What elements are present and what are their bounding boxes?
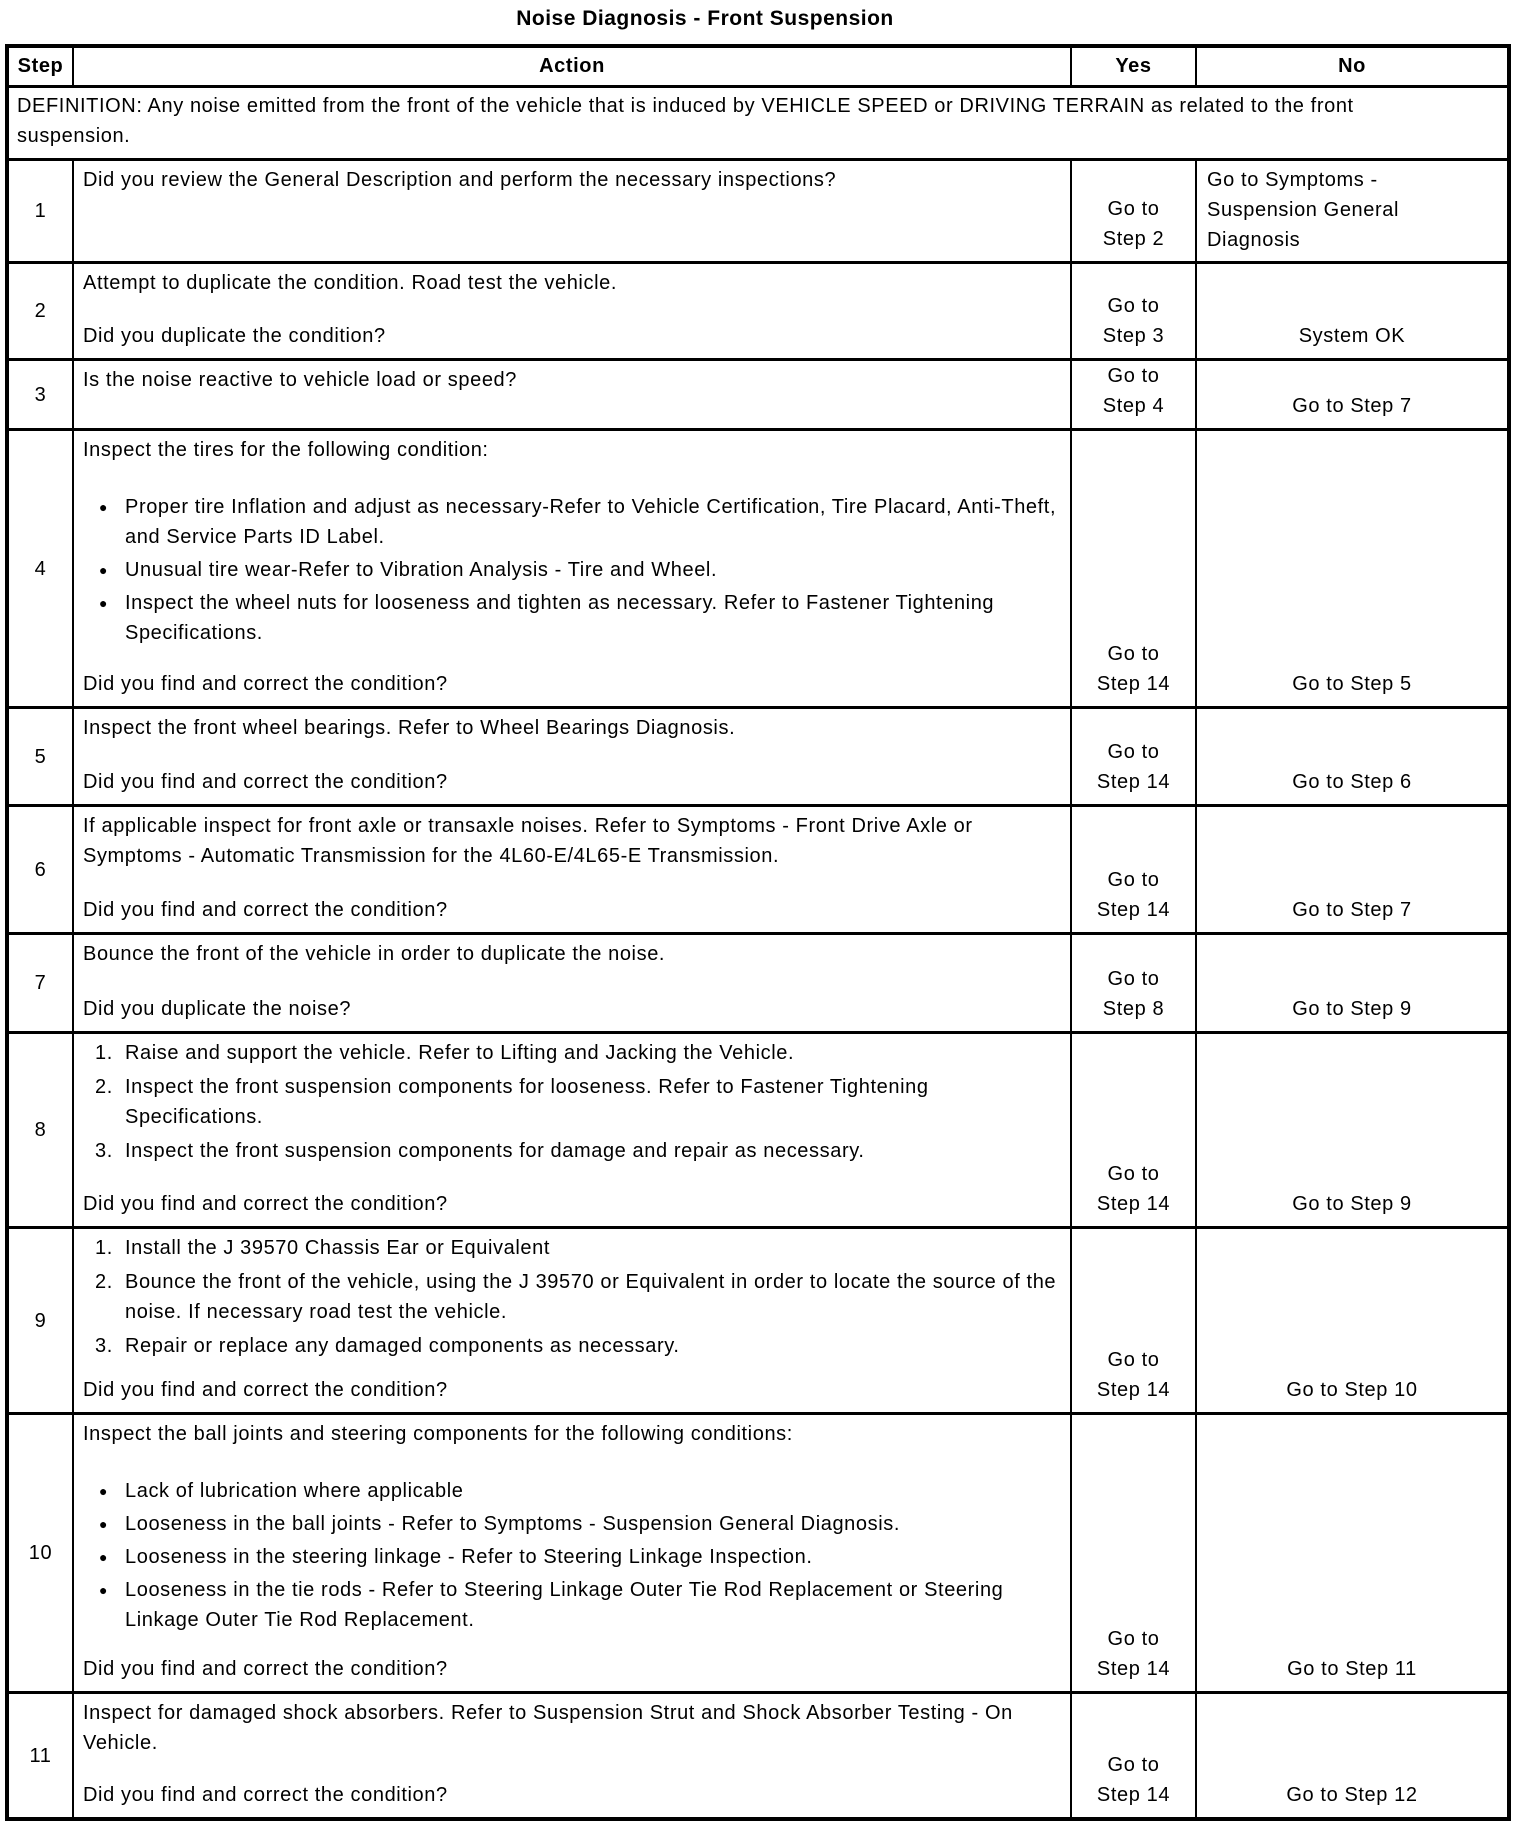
numbered-item — [83, 1267, 1058, 1327]
bullet-text: Inspect the wheel nuts for looseness and tighten as necessary. Refer to Fastener Tightening Specifications. — [125, 592, 995, 644]
step-cell: 3 — [7, 360, 73, 430]
action-cell — [73, 360, 1071, 430]
item-number: 2. — [95, 1076, 113, 1098]
numbered-item — [83, 1038, 1058, 1068]
yes-cell — [1071, 1693, 1196, 1820]
bullet-item — [83, 1575, 1058, 1635]
yes-goto-line: Go to — [1107, 643, 1160, 665]
no-text: Go to Step 9 — [1292, 998, 1412, 1020]
action-cell — [73, 430, 1071, 708]
action-cell — [73, 1228, 1071, 1414]
action-cell — [73, 708, 1071, 806]
yes-cell — [1071, 1414, 1196, 1693]
yes-step-line: Step 14 — [1096, 673, 1171, 695]
yes-cell — [1071, 430, 1196, 708]
action-text: Did you review the General Description and perform the necessary inspections? — [83, 169, 837, 191]
step-cell: 10 — [7, 1414, 73, 1693]
yes-cell — [1071, 1033, 1196, 1228]
action-question: Did you find and correct the condition? — [83, 899, 448, 921]
bullet-item — [83, 555, 1058, 585]
step-cell: 1 — [7, 160, 73, 263]
table-row — [7, 1033, 1509, 1228]
item-text: Inspect the front suspension components for damage and repair as necessary. — [125, 1140, 865, 1162]
column-header-step: Step — [7, 46, 73, 87]
bullet-text: Looseness in the ball joints - Refer to Symptoms - Suspension General Diagnosis. — [125, 1513, 901, 1535]
table-row — [7, 430, 1509, 708]
yes-goto-line: Go to — [1107, 295, 1160, 317]
no-text: Go to Step 9 — [1292, 1193, 1412, 1215]
yes-step-line: Step 14 — [1096, 1658, 1171, 1680]
bullet-icon: ● — [99, 595, 109, 611]
action-cell — [73, 160, 1071, 263]
bullet-text: Proper tire Inflation and adjust as necessary-Refer to Vehicle Certification, Tire Placard, Anti-Theft, and Service Parts ID Label. — [125, 496, 1057, 548]
yes-step-line: Step 4 — [1102, 395, 1165, 417]
yes-step-line: Step 14 — [1096, 771, 1171, 793]
bullet-icon: ● — [99, 1516, 109, 1532]
action-question: Did you find and correct the condition? — [83, 1658, 448, 1680]
action-question: Did you duplicate the noise? — [83, 998, 352, 1020]
bullet-icon: ● — [99, 562, 109, 578]
yes-goto-line: Go to — [1107, 1163, 1160, 1185]
action-question: Did you find and correct the condition? — [83, 1193, 448, 1215]
item-number: 1. — [95, 1237, 113, 1259]
bullet-item — [83, 1476, 1058, 1506]
yes-step-line: Step 14 — [1096, 1193, 1171, 1215]
yes-goto-line: Go to — [1107, 869, 1160, 891]
step-cell: 6 — [7, 806, 73, 934]
item-number: 3. — [95, 1140, 113, 1162]
no-text: Go to Step 10 — [1286, 1379, 1418, 1401]
table-row — [7, 934, 1509, 1033]
yes-cell — [1071, 934, 1196, 1033]
item-number: 2. — [95, 1271, 113, 1293]
yes-step-line: Step 8 — [1102, 998, 1165, 1020]
yes-cell — [1071, 708, 1196, 806]
numbered-item — [83, 1136, 1058, 1166]
step-cell: 2 — [7, 263, 73, 360]
action-question: Did you duplicate the condition? — [83, 325, 386, 347]
action-text: If applicable inspect for front axle or transaxle noises. Refer to Symptoms - Front Drive Axle or Symptoms - Automatic Transmission for the 4L60-E/4L65-E Transmission. — [83, 815, 973, 867]
action-question: Did you find and correct the condition? — [83, 673, 448, 695]
numbered-item — [83, 1233, 1058, 1263]
yes-goto-line: Go to — [1107, 1754, 1160, 1776]
item-number: 1. — [95, 1042, 113, 1064]
yes-cell — [1071, 263, 1196, 360]
action-text: Inspect the front wheel bearings. Refer to Wheel Bearings Diagnosis. — [83, 717, 736, 739]
action-text: Inspect the tires for the following condition: — [83, 439, 489, 461]
header-row — [7, 46, 1509, 87]
no-text-line: Go to Symptoms - — [1207, 169, 1378, 191]
column-header-yes: Yes — [1071, 46, 1196, 87]
item-text: Bounce the front of the vehicle, using the J 39570 or Equivalent in order to locate the source of the noise. If necessary road test the vehicle. — [125, 1271, 1057, 1323]
yes-goto-line: Go to — [1107, 198, 1160, 220]
step-cell: 5 — [7, 708, 73, 806]
bullet-list — [83, 1476, 1058, 1635]
bullet-text: Looseness in the tie rods - Refer to Steering Linkage Outer Tie Rod Replacement or Steering Linkage Outer Tie Rod Replacement. — [125, 1579, 1004, 1631]
item-text: Inspect the front suspension components for looseness. Refer to Fastener Tightening Specifications. — [125, 1076, 929, 1128]
step-cell: 4 — [7, 430, 73, 708]
bullet-icon: ● — [99, 1549, 109, 1565]
step-cell: 7 — [7, 934, 73, 1033]
action-question: Did you find and correct the condition? — [83, 1784, 448, 1806]
column-header-no: No — [1196, 46, 1509, 87]
bullet-item — [83, 1542, 1058, 1572]
yes-step-line: Step 3 — [1102, 325, 1165, 347]
table-row — [7, 160, 1509, 263]
table-row — [7, 360, 1509, 430]
yes-step-line: Step 14 — [1096, 899, 1171, 921]
yes-cell — [1071, 1228, 1196, 1414]
yes-goto-line: Go to — [1107, 1349, 1160, 1371]
bullet-icon: ● — [99, 1483, 109, 1499]
action-cell — [73, 934, 1071, 1033]
column-header-action: Action — [73, 46, 1071, 87]
no-cell — [1196, 263, 1509, 360]
yes-step-line: Step 14 — [1096, 1784, 1171, 1806]
no-text: Go to Step 11 — [1287, 1658, 1417, 1680]
yes-goto-line: Go to — [1107, 741, 1160, 763]
numbered-list — [83, 1038, 1058, 1170]
table-row — [7, 1693, 1509, 1820]
numbered-item — [83, 1072, 1058, 1132]
no-cell — [1196, 1414, 1509, 1693]
item-text: Raise and support the vehicle. Refer to Lifting and Jacking the Vehicle. — [125, 1042, 795, 1064]
bullet-icon: ● — [99, 499, 109, 515]
step-cell: 8 — [7, 1033, 73, 1228]
table-row — [7, 263, 1509, 360]
table-row — [7, 1228, 1509, 1414]
no-text: Go to Step 6 — [1292, 771, 1412, 793]
action-cell — [73, 1033, 1071, 1228]
item-text: Repair or replace any damaged components as necessary. — [125, 1335, 680, 1357]
yes-cell — [1071, 360, 1196, 430]
no-text: Go to Step 7 — [1292, 395, 1412, 417]
action-cell — [73, 1414, 1071, 1693]
no-cell — [1196, 160, 1509, 263]
bullet-list — [83, 492, 1058, 648]
yes-goto-line: Go to — [1107, 1628, 1160, 1650]
bullet-item — [83, 492, 1058, 552]
action-text: Bounce the front of the vehicle in order to duplicate the noise. — [83, 943, 666, 965]
no-cell — [1196, 430, 1509, 708]
definition-cell — [7, 87, 1509, 160]
no-cell — [1196, 806, 1509, 934]
action-text: Is the noise reactive to vehicle load or speed? — [83, 369, 518, 391]
yes-step-line: Step 14 — [1096, 1379, 1171, 1401]
no-cell — [1196, 934, 1509, 1033]
numbered-item — [83, 1331, 1058, 1361]
action-cell — [73, 263, 1071, 360]
no-text: Go to Step 7 — [1292, 899, 1412, 921]
item-number: 3. — [95, 1335, 113, 1357]
yes-goto-line: Go to — [1107, 365, 1160, 387]
table-row — [7, 1414, 1509, 1693]
no-text-line: Suspension General — [1207, 199, 1400, 221]
bullet-text: Looseness in the steering linkage - Refer to Steering Linkage Inspection. — [125, 1546, 813, 1568]
no-cell — [1196, 360, 1509, 430]
action-text: Inspect the ball joints and steering components for the following conditions: — [83, 1423, 793, 1445]
yes-step-line: Step 2 — [1102, 228, 1165, 250]
definition-text: DEFINITION: Any noise emitted from the front of the vehicle that is induced by VEHICLE SPEED or DRIVING TERRAIN as related to the front suspension. — [17, 95, 1354, 147]
item-text: Install the J 39570 Chassis Ear or Equivalent — [125, 1237, 550, 1259]
no-text-line: Diagnosis — [1207, 229, 1301, 251]
page-title: Noise Diagnosis - Front Suspension — [516, 7, 894, 30]
step-cell: 9 — [7, 1228, 73, 1414]
table-row — [7, 806, 1509, 934]
bullet-icon: ● — [99, 1582, 109, 1598]
numbered-list — [83, 1233, 1058, 1365]
no-cell — [1196, 1033, 1509, 1228]
no-text: System OK — [1298, 325, 1406, 347]
bullet-item — [83, 588, 1058, 648]
no-cell — [1196, 1693, 1509, 1820]
action-question: Did you find and correct the condition? — [83, 771, 448, 793]
action-text: Inspect for damaged shock absorbers. Refer to Suspension Strut and Shock Absorber Testing - On Vehicle. — [83, 1702, 1013, 1754]
definition-row — [7, 87, 1509, 160]
bullet-item — [83, 1509, 1058, 1539]
action-question: Did you find and correct the condition? — [83, 1379, 448, 1401]
no-text: Go to Step 5 — [1292, 673, 1412, 695]
table-row — [7, 708, 1509, 806]
bullet-text: Lack of lubrication where applicable — [125, 1480, 464, 1502]
yes-cell — [1071, 160, 1196, 263]
action-cell — [73, 806, 1071, 934]
yes-goto-line: Go to — [1107, 968, 1160, 990]
yes-cell — [1071, 806, 1196, 934]
no-text: Go to Step 12 — [1286, 1784, 1418, 1806]
diagnosis-table — [5, 44, 1511, 1821]
no-cell — [1196, 1228, 1509, 1414]
no-cell — [1196, 708, 1509, 806]
step-cell: 11 — [7, 1693, 73, 1820]
action-cell — [73, 1693, 1071, 1820]
bullet-text: Unusual tire wear-Refer to Vibration Analysis - Tire and Wheel. — [125, 559, 718, 581]
action-text: Attempt to duplicate the condition. Road test the vehicle. — [83, 272, 617, 294]
